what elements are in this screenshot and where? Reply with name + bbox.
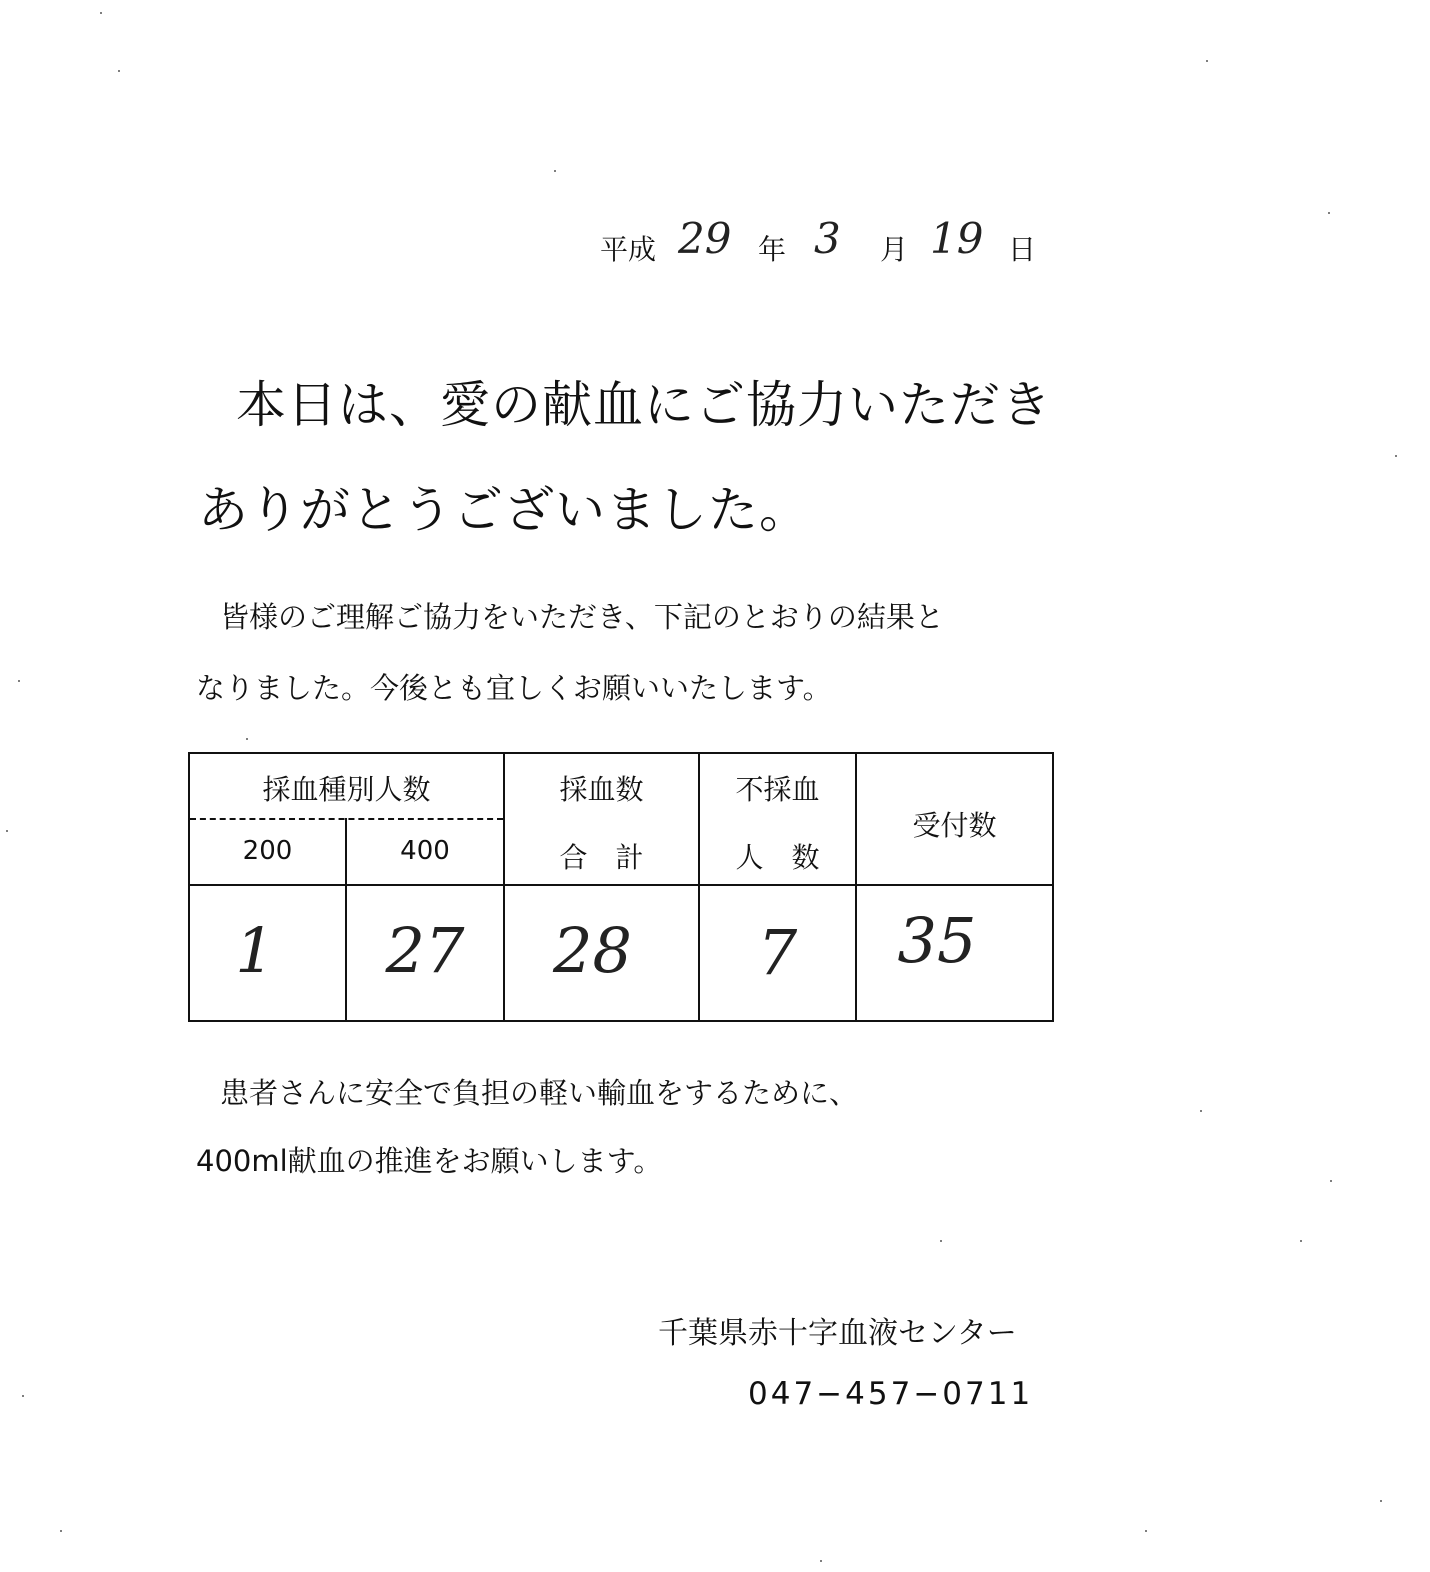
phone-number: 047−457−0711: [748, 1376, 1034, 1412]
organization-name: 千葉県赤十字血液センター: [658, 1316, 1017, 1351]
scan-speck: [1328, 212, 1330, 214]
headline-line-1: 本日は、愛の献血にご協力いただき: [236, 376, 1052, 434]
date-month: 3: [814, 214, 841, 263]
header-total-line-1: 採血数: [559, 773, 644, 806]
header-received: 受付数: [912, 809, 997, 842]
scan-speck: [246, 738, 248, 740]
scan-speck: [1206, 60, 1208, 62]
value-400: 27: [385, 914, 465, 987]
scan-speck: [940, 1240, 942, 1242]
header-rejected-line-2: 人 数: [735, 841, 820, 874]
value-total: 28: [553, 914, 632, 987]
value-200: 1: [235, 914, 275, 987]
value-rejected: 7: [757, 916, 798, 989]
scan-speck: [6, 830, 8, 832]
date-day-unit: 日: [1008, 233, 1037, 266]
header-400: 400: [400, 836, 450, 866]
scan-speck: [554, 170, 556, 172]
scan-speck: [18, 680, 20, 682]
scan-speck: [60, 1530, 62, 1532]
scan-speck: [22, 1395, 24, 1397]
date-month-unit: 月: [880, 233, 909, 266]
closing-line-1: 患者さんに安全で負担の軽い輸血をするために、: [220, 1076, 859, 1110]
scan-speck: [1200, 1110, 1202, 1112]
date-era: 平成: [600, 233, 657, 266]
value-received: 35: [897, 904, 977, 977]
scan-speck: [1145, 1530, 1147, 1532]
date-year: 29: [678, 214, 732, 263]
date-day: 19: [930, 214, 984, 263]
date-year-unit: 年: [758, 233, 787, 266]
table-dashed-divider: [190, 818, 503, 820]
headline-line-2: ありがとうございました。: [198, 481, 810, 539]
scan-speck: [1380, 1500, 1382, 1502]
header-200: 200: [242, 836, 293, 866]
header-blood-type-count: 採血種別人数: [262, 773, 431, 806]
scan-speck: [820, 1560, 822, 1562]
results-table: [188, 752, 1054, 1022]
scan-speck: [1395, 455, 1397, 457]
table-divider: [855, 754, 857, 1020]
table-divider: [190, 884, 1052, 886]
header-total-line-2: 合 計: [559, 841, 644, 874]
intro-line-1: 皆様のご理解ご協力をいただき、下記のとおりの結果と: [220, 600, 944, 634]
closing-line-2: 400ml献血の推進をお願いします。: [196, 1144, 663, 1178]
header-rejected-line-1: 不採血: [735, 773, 820, 806]
scan-speck: [100, 12, 102, 14]
intro-line-2: なりました。今後とも宜しくお願いいたします。: [196, 671, 832, 705]
scan-speck: [118, 70, 120, 72]
scan-speck: [1330, 1180, 1332, 1182]
scan-speck: [1300, 1240, 1302, 1242]
